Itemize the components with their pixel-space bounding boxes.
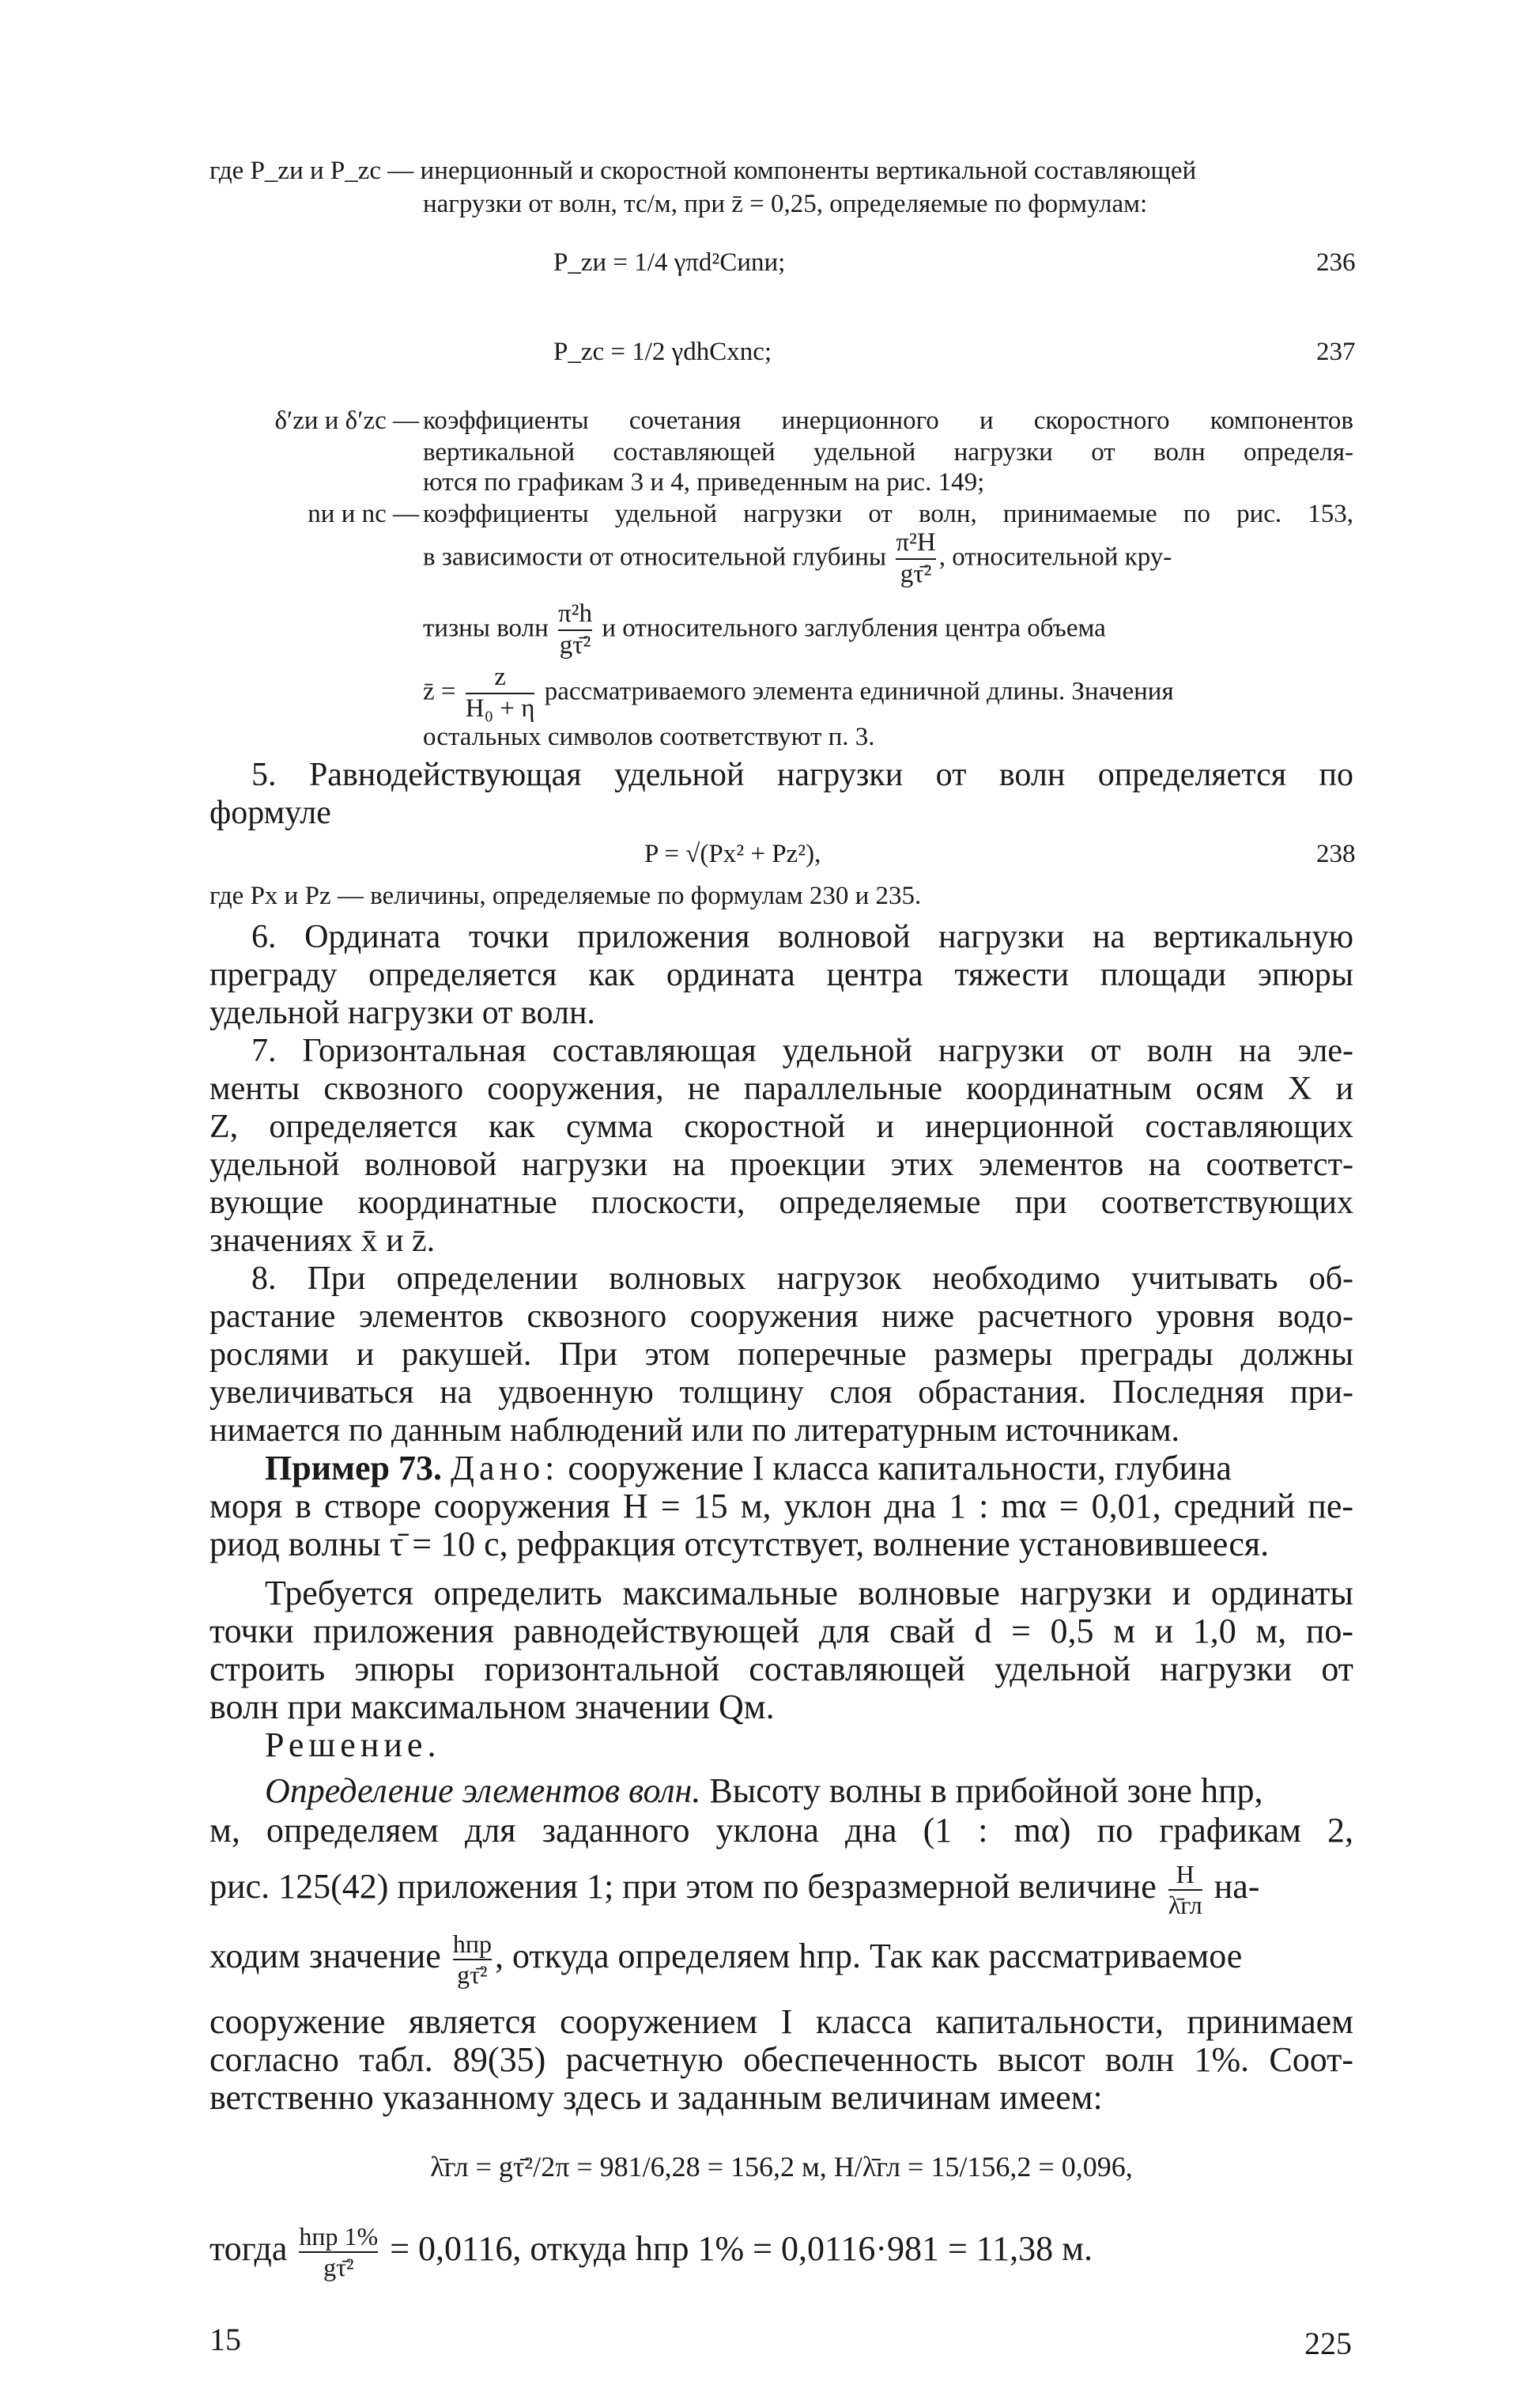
solution-heading: Решение. [265, 1725, 441, 1764]
denominator: gτ̄² [299, 2251, 378, 2282]
paragraph-line [265, 1771, 1263, 1811]
text-fragment: тогда [209, 2228, 288, 2268]
coefficient-symbol: nи и nc — [308, 500, 419, 528]
paragraph-line: сооружение является сооружением I класса капитальности, принимаем [209, 2002, 1353, 2041]
denominator: gτ̄² [559, 630, 591, 659]
numerator: z [494, 663, 506, 691]
denominator: H₀ + η [465, 694, 535, 723]
formula-237: P_zc = 1/2 γdhCxnc; [553, 338, 772, 366]
paragraph-line: согласно табл. 89(35) расчетную обеспеченность высот волн 1%. Соот- [209, 2040, 1353, 2079]
paragraph-line: преграду определяется как ордината центра тяжести площади эпюры [209, 957, 1353, 993]
paragraph-line: строить эпюры горизонтальной составляющей удельной нагрузки от [209, 1650, 1353, 1688]
paragraph-line: точки приложения равнодействующей для свай d = 0,5 м и 1,0 м, по- [209, 1612, 1353, 1650]
definition-line [423, 528, 1172, 590]
paragraph-line: Z, определяется как сумма скоростной и инерционной составляющих [209, 1109, 1353, 1145]
definition-line [423, 663, 1174, 724]
calculation-line: λ̄гл = gτ̄²/2π = 981/6,28 = 156,2 м, H/λ̄гл = 15/156,2 = 0,096, [430, 2151, 1133, 2183]
paragraph-line: вующие координатные плоскости, определяемые при соответствующих [209, 1185, 1353, 1221]
text-fragment: и относительного заглубления центра объема [602, 614, 1106, 643]
paragraph-line: 8. При определении волновых нагрузок необходимо учитывать об- [251, 1260, 1353, 1297]
paragraph-line: 7. Горизонтальная составляющая удельной нагрузки от волн на эле- [251, 1033, 1353, 1069]
text-fragment: , откуда определяем hпр. Так как рассматриваемое [494, 1936, 1243, 1975]
page-number: 225 [1304, 2326, 1352, 2361]
numerator: hпр 1% [299, 2222, 379, 2251]
fraction [299, 2222, 378, 2282]
paragraph-line: Требуется определить максимальные волновые нагрузки и ординаты [265, 1574, 1353, 1612]
definition-line: ются по графикам 3 и 4, приведенным на рис. 149; [423, 468, 985, 497]
numerator: H [1176, 1860, 1195, 1888]
paragraph-line: формуле [209, 795, 331, 831]
fraction [896, 528, 935, 590]
text-fragment: z̄ = [423, 677, 456, 706]
text-fragment: рис. 125(42) приложения 1; при этом по безразмерной величине [209, 1866, 1157, 1906]
equation-number: 237 [1316, 338, 1356, 366]
definition-line: коэффициенты сочетания инерционного и скоростного компонентов [423, 406, 1353, 435]
calculation-line [209, 2222, 1093, 2282]
definition-line: вертикальной составляющей удельной нагрузки от волн определя- [423, 438, 1353, 467]
example-title: Пример 73. [265, 1449, 443, 1487]
numerator: π²h [558, 599, 593, 628]
fraction [558, 599, 592, 661]
paragraph-line: удельной нагрузки от волн. [209, 995, 595, 1031]
paragraph-line: растание элементов сквозного сооружения ниже расчетного уровня водо- [209, 1298, 1353, 1335]
coefficient-symbol: δ′zи и δ′zc — [274, 406, 419, 435]
formula-238: P = √(Px² + Pz²), [644, 840, 821, 868]
paragraph-line: моря в створе сооружения H = 15 м, уклон дна 1 : mα = 0,01, средний пе- [209, 1487, 1353, 1525]
equation-number: 238 [1316, 840, 1356, 868]
text-fragment: в зависимости от относительной глубины [423, 542, 887, 572]
paragraph-line: увеличиваться на удвоенную толщину слоя обрастания. Последняя при- [209, 1374, 1353, 1411]
text-fragment: на- [1214, 1866, 1260, 1906]
paragraph-line [209, 1860, 1259, 1920]
paragraph-line: риод волны τ̄ = 10 с, рефракция отсутствует, волнение установившееся. [209, 1525, 1270, 1563]
text-fragment: = 0,0116, откуда hпр 1% = 0,0116·981 = 11,38 м. [390, 2228, 1093, 2268]
paragraph-line: м, определяем для заданного уклона дна (1 : mα) по графикам 2, [209, 1811, 1353, 1850]
denominator: gτ̄² [896, 558, 935, 590]
paragraph-line: волн при максимальном значении Qм. [209, 1687, 775, 1726]
paragraph-line: ветственно указанному здесь и заданным величинам имеем: [209, 2078, 1103, 2117]
paragraph-line: рослями и ракушей. При этом поперечные размеры преграды должны [209, 1336, 1353, 1373]
text-fragment: сооружение I класса капитальности, глубина [568, 1449, 1232, 1487]
paragraph-line: нимается по данным наблюдений или по литературным источникам. [209, 1412, 1180, 1449]
fraction [1168, 1860, 1202, 1920]
text-fragment: Высоту волны в прибойной зоне hпр, [709, 1771, 1263, 1810]
definition-line: коэффициенты удельной нагрузки от волн, принимаемые по рис. 153, [423, 500, 1353, 528]
equation-number: 236 [1316, 248, 1356, 277]
formula-236: P_zи = 1/4 γπd²Cиnи; [553, 248, 786, 277]
definition-line: где P_zи и P_zc — инерционный и скоростной компоненты вертикальной составляющей [209, 157, 1197, 185]
section-title: Определение элементов волн. [265, 1771, 701, 1810]
example-line [265, 1449, 1232, 1488]
definition-line: нагрузки от волн, тс/м, при z̄ = 0,25, определяемые по формулам: [423, 190, 1148, 218]
text-fragment: , относительной кру- [938, 542, 1172, 572]
paragraph-line [209, 1929, 1242, 1990]
paragraph-line: удельной волновой нагрузки на проекции этих элементов на соответст- [209, 1147, 1353, 1183]
text-fragment: ходим значение [209, 1936, 441, 1975]
denominator: λ̄гл [1168, 1890, 1202, 1919]
definition-line: остальных символов соответствуют п. 3. [423, 723, 875, 751]
definition-line [423, 599, 1106, 661]
paragraph-line: значениях x̄ и z̄. [209, 1223, 436, 1259]
paragraph-line: менты сквозного сооружения, не параллельные координатным осям X и [209, 1071, 1353, 1107]
fraction [453, 1929, 492, 1990]
definition-line: где Px и Pz — величины, определяемые по формулам 230 и 235. [209, 882, 922, 910]
signature-mark: 15 [209, 2322, 241, 2357]
numerator: π²H [896, 528, 936, 557]
given-label: Дано: [451, 1449, 560, 1487]
paragraph-line: 6. Ордината точки приложения волновой нагрузки на вертикальную [251, 919, 1353, 955]
text-fragment: рассматриваемого элемента единичной длины. Значения [544, 677, 1174, 706]
denominator: gτ̄² [453, 1959, 492, 1990]
text-fragment: тизны волн [423, 614, 549, 643]
numerator: hпр [452, 1929, 492, 1958]
paragraph-line: 5. Равнодействующая удельной нагрузки от волн определяется по [251, 757, 1353, 793]
fraction [466, 663, 535, 724]
